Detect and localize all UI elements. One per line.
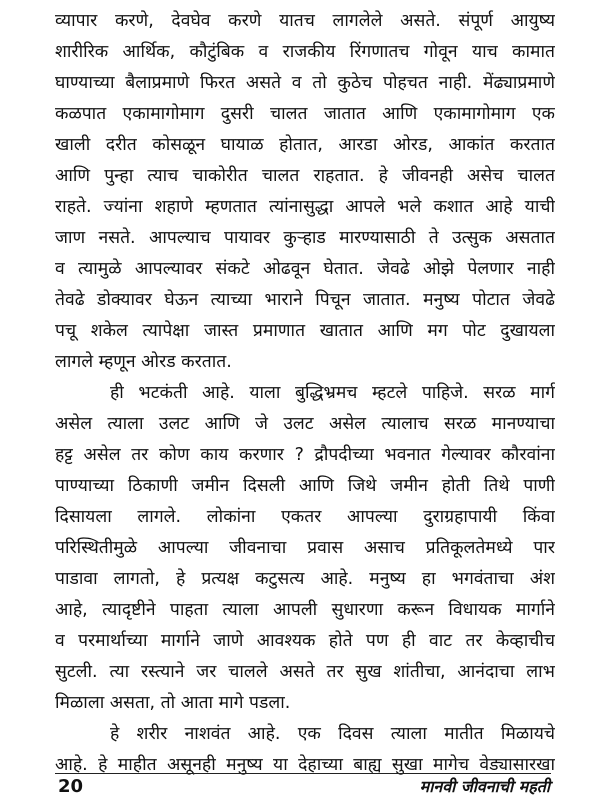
text-line: आहे. हे माहीत असूनही मनुष्य या देहाच्या बाह्य सुखा मागेच वेड्यासारखा xyxy=(55,755,555,775)
text-line: आहे, त्यादृष्टीने पाहता त्याला आपली सुधारणा करून विधायक मार्गाने xyxy=(55,600,555,620)
text-line: राहते. ज्यांना शहाणे म्हणतात त्यांनासुद्धा आपले भले कशात आहे याची xyxy=(55,197,555,217)
text-line: जाण नसते. आपल्याच पायावर कुऱ्हाड मारण्यासाठी ते उत्सुक असतात xyxy=(55,228,555,248)
running-title: मानवी जीवनाची महती xyxy=(419,777,550,796)
text-line: हट्ट असेल तर कोण काय करणार ? द्रौपदीच्या भवनात गेल्यावर कौरवांना xyxy=(55,445,555,465)
text-line: आणि पुन्हा त्याच चाकोरीत चालत राहतात. हे जीवनही असेच चालत xyxy=(55,166,555,186)
page-number: 20 xyxy=(58,776,84,797)
text-line: परिस्थितीमुळे आपल्या जीवनाचा प्रवास असाच प्रतिकूलतेमध्ये पार xyxy=(55,538,555,558)
text-line: खाली दरीत कोसळून घायाळ होतात, आरडा ओरड, आकांत करतात xyxy=(55,135,555,155)
paragraph-1 xyxy=(55,6,555,378)
text-line: पचू शकेल त्यापेक्षा जास्त प्रमाणात खातात आणि मग पोट दुखायला xyxy=(55,321,555,341)
paragraph-2 xyxy=(55,378,555,719)
text-line: व्यापार करणे, देवघेव करणे यातच लागलेले असते. संपूर्ण आयुष्य xyxy=(55,11,555,31)
text-line: तेवढे डोक्यावर घेऊन त्याच्या भाराने पिचून जातात. मनुष्य पोटात जेवढे xyxy=(55,290,555,310)
text-line: हे शरीर नाशवंत आहे. एक दिवस त्याला मातीत मिळायचे xyxy=(110,724,555,744)
text-line: सुटली. त्या रस्त्याने जर चालले असते तर सुख शांतीचा, आनंदाचा लाभ xyxy=(55,662,555,682)
text-line: पाडावा लागतो, हे प्रत्यक्ष कटुसत्य आहे. मनुष्य हा भगवंताचा अंश xyxy=(55,569,555,589)
text-line: शारीरिक आर्थिक, कौटुंबिक व राजकीय रिंगणातच गोवून याच कामात xyxy=(55,42,555,62)
body-text xyxy=(55,6,555,781)
text-line: ही भटकंती आहे. याला बुद्धिभ्रमच म्हटले पाहिजे. सरळ मार्ग xyxy=(110,383,555,403)
text-line: मिळाला असता, तो आता मागे पडला. xyxy=(55,693,291,713)
text-line: असेल त्याला उलट आणि जे उलट असेल त्यालाच सरळ मानण्याचा xyxy=(55,414,555,434)
paragraph-3 xyxy=(55,719,555,781)
text-line: घाण्याच्या बैलाप्रमाणे फिरत असते व तो कुठेच पोहचत नाही. मेंढ्याप्रमाणे xyxy=(55,73,555,93)
text-line: कळपात एकामागोमाग दुसरी चालत जातात आणि एकामागोमाग एक xyxy=(55,104,555,124)
text-line: व परमार्थाच्या मार्गाने जाणे आवश्यक होते पण ही वाट तर केव्हाचीच xyxy=(55,631,555,651)
text-line: दिसायला लागले. लोकांना एकतर आपल्या दुराग्रहापायी किंवा xyxy=(55,507,555,527)
text-line: पाण्याच्या ठिकाणी जमीन दिसली आणि जिथे जमीन होती तिथे पाणी xyxy=(55,476,555,496)
text-line: व त्यामुळे आपल्यावर संकटे ओढवून घेतात. जेवढे ओझे पेलणार नाही xyxy=(55,259,555,279)
text-line: लागले म्हणून ओरड करतात. xyxy=(55,352,232,372)
